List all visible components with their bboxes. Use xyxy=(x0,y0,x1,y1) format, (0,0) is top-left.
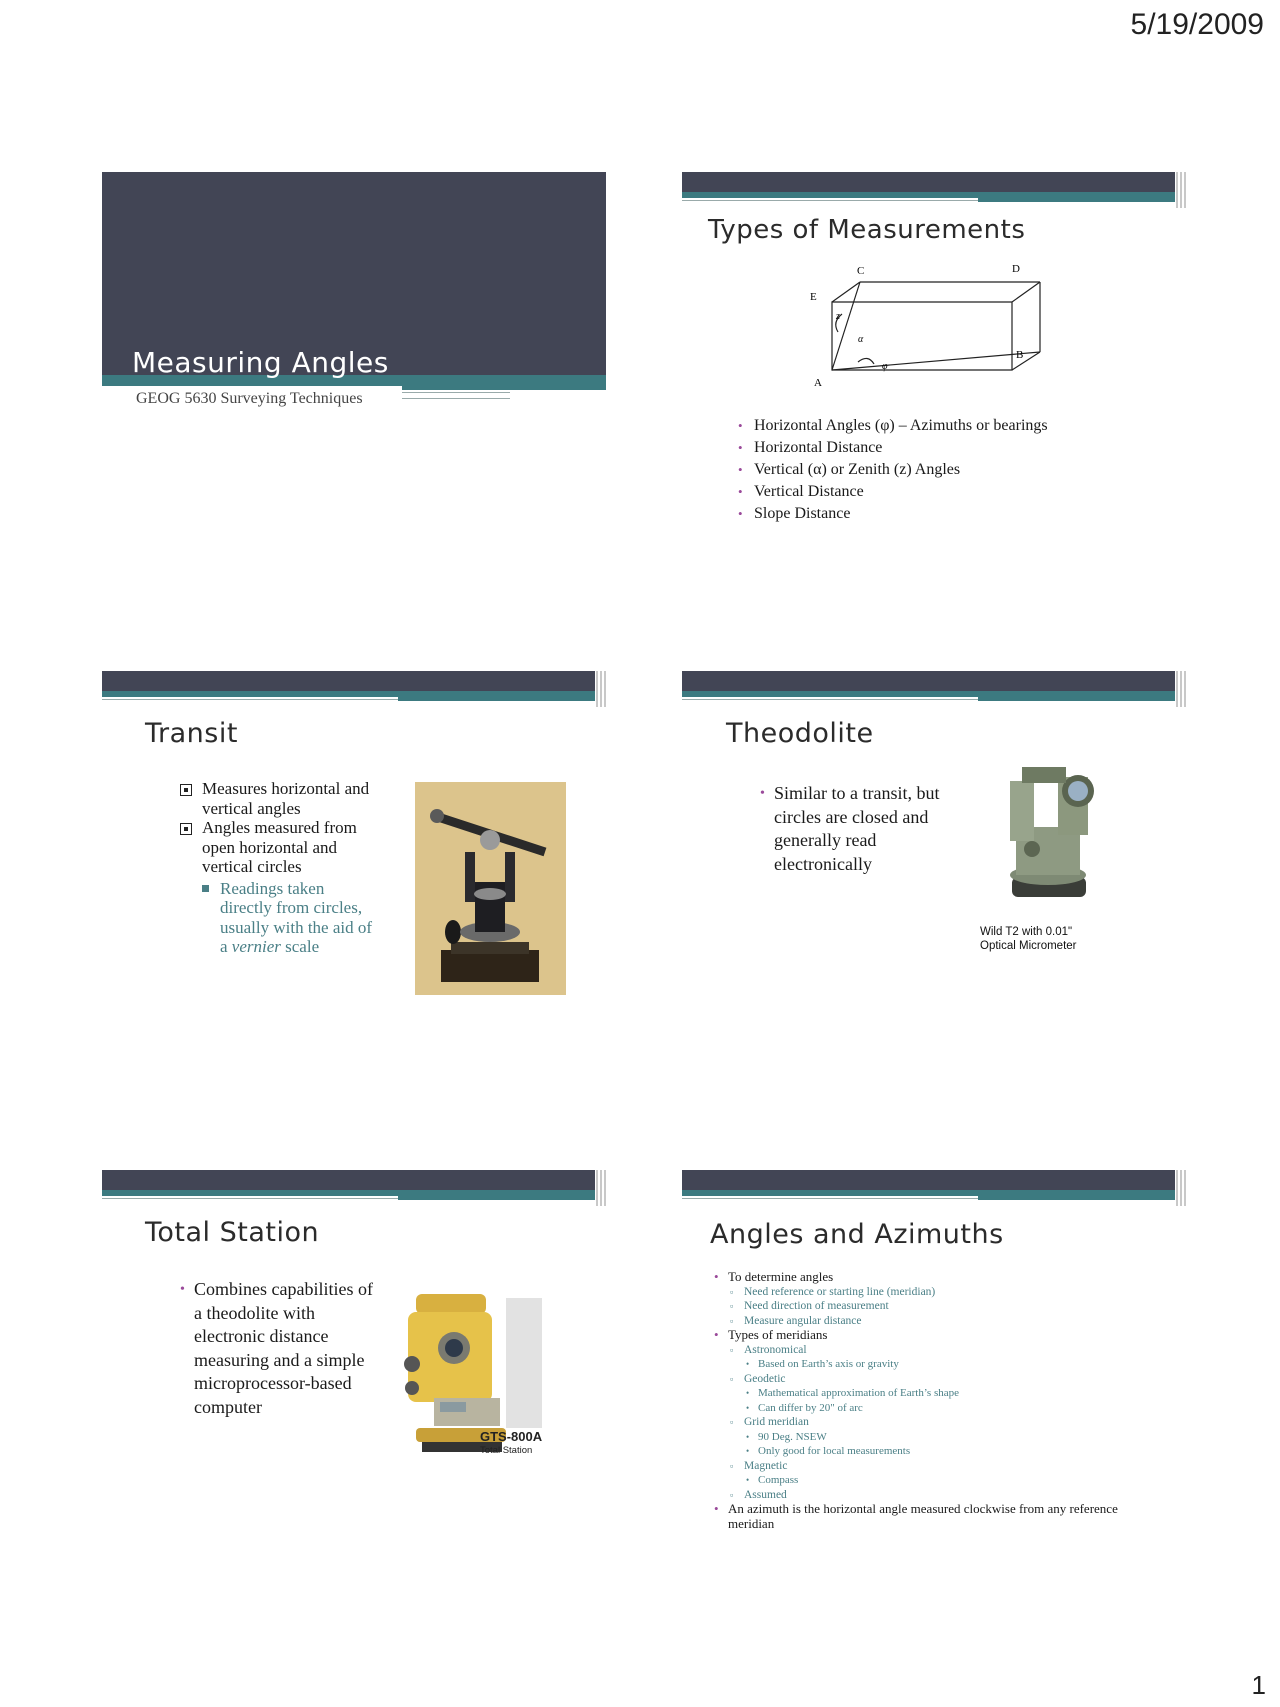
theodolite-bullet: • Similar to a transit, but circles are closed and generally read electronically xyxy=(760,783,940,874)
outline-subsubitem: • Mathematical approximation of Earth’s shape xyxy=(712,1386,1152,1401)
slide-measuring-angles xyxy=(102,172,606,550)
bullet-icon: • xyxy=(760,786,765,801)
outline-subitem: ▫ Grid meridian xyxy=(712,1415,1152,1430)
box-bullet-icon xyxy=(180,784,192,796)
page-number: 1 xyxy=(1251,1670,1266,1700)
title-dark-band xyxy=(102,172,606,375)
measurement-list xyxy=(738,415,1048,525)
list-item: Measures horizontal and vertical angles xyxy=(180,779,375,818)
outline-subitem: ▫ Geodetic xyxy=(712,1372,1152,1387)
transit-photo xyxy=(415,782,566,995)
slide-title: Measuring Angles xyxy=(132,346,389,379)
slide-header-bar xyxy=(102,1170,606,1200)
page-date: 5/19/2009 xyxy=(1130,8,1264,41)
list-item: • Vertical Distance xyxy=(738,481,1048,503)
label-z: z xyxy=(836,311,840,322)
outline-subitem: ▫ Need reference or starting line (meridian) xyxy=(712,1285,1152,1300)
slide-theodolite xyxy=(682,671,1186,1049)
label-b: B xyxy=(1016,349,1024,361)
list-item: • Slope Distance xyxy=(738,503,1048,525)
list-item: • Horizontal Distance xyxy=(738,437,1048,459)
theodolite-photo xyxy=(992,757,1104,917)
measurement-box-diagram xyxy=(802,262,1042,392)
box-bullet-icon xyxy=(180,823,192,835)
title-rule-lines xyxy=(402,392,510,399)
outline-subsubitem: • Compass xyxy=(712,1473,1152,1488)
label-c: C xyxy=(857,265,865,277)
outline-item: • To determine angles xyxy=(712,1270,1152,1285)
title-teal-accent xyxy=(402,386,606,390)
outline-subitem: ▫ Magnetic xyxy=(712,1459,1152,1474)
theodolite-caption: Wild T2 with 0.01" Optical Micrometer xyxy=(980,926,1077,952)
slide-title: Transit xyxy=(145,718,238,749)
slide-transit xyxy=(102,671,606,1049)
bullet-icon: • xyxy=(180,1282,185,1297)
slide-header-bar xyxy=(682,1170,1186,1200)
square-bullet-icon xyxy=(202,885,209,892)
slide-title: Types of Measurements xyxy=(708,215,1026,245)
total-station-photo xyxy=(396,1288,542,1468)
outline-subitem: ▫ Measure angular distance xyxy=(712,1314,1152,1329)
slide-title: Theodolite xyxy=(726,718,874,749)
slide-title: Angles and Azimuths xyxy=(710,1219,1004,1250)
label-e: E xyxy=(810,291,817,303)
azimuth-outline xyxy=(712,1270,1152,1531)
slide-subtitle: GEOG 5630 Surveying Techniques xyxy=(136,390,363,407)
outline-item: • Types of meridians xyxy=(712,1328,1152,1343)
outline-subitem: ▫ Astronomical xyxy=(712,1343,1152,1358)
outline-subsubitem: • Based on Earth’s axis or gravity xyxy=(712,1357,1152,1372)
outline-subsubitem: • Only good for local measurements xyxy=(712,1444,1152,1459)
slide-title: Total Station xyxy=(145,1217,320,1248)
transit-bullets xyxy=(180,779,375,957)
total-station-bullet: • Combines capabilities of a theodolite with electronic distance measuring and a simple microprocessor-based computer xyxy=(180,1279,373,1417)
slide-header-bar xyxy=(102,671,606,701)
list-item: Angles measured from open horizontal and vertical circles xyxy=(180,818,375,877)
model-sublabel: Total Station xyxy=(480,1445,533,1456)
slide-types-of-measurements xyxy=(682,172,1186,550)
slide-header-bar xyxy=(682,172,1186,202)
outline-item: • An azimuth is the horizontal angle measured clockwise from any reference meridian xyxy=(712,1502,1152,1531)
label-phi: φ xyxy=(882,361,888,372)
list-item: • Horizontal Angles (φ) – Azimuths or bearings xyxy=(738,415,1048,437)
slide-angles-and-azimuths xyxy=(682,1170,1186,1548)
outline-subsubitem: • Can differ by 20" of arc xyxy=(712,1401,1152,1416)
list-item: • Vertical (α) or Zenith (z) Angles xyxy=(738,459,1048,481)
slide-header-bar xyxy=(682,671,1186,701)
model-label: GTS-800A xyxy=(480,1429,542,1444)
sub-list-item: Readings taken directly from circles, usually with the aid of a vernier scale xyxy=(180,879,375,957)
slide-total-station xyxy=(102,1170,606,1548)
label-a: A xyxy=(814,377,822,389)
outline-subitem: ▫ Assumed xyxy=(712,1488,1152,1503)
label-d: D xyxy=(1012,263,1020,275)
label-alpha: α xyxy=(858,334,864,345)
outline-subitem: ▫ Need direction of measurement xyxy=(712,1299,1152,1314)
outline-subsubitem: • 90 Deg. NSEW xyxy=(712,1430,1152,1445)
